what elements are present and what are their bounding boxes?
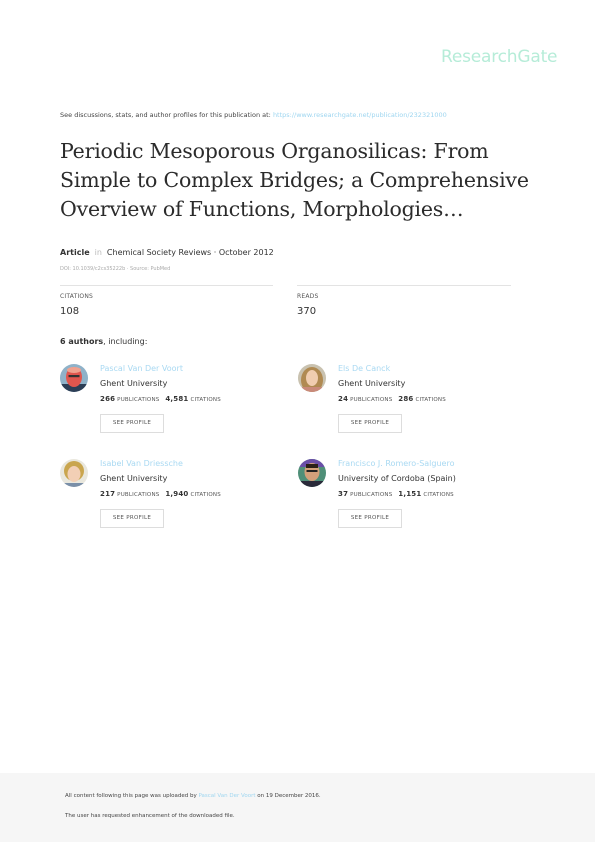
reads-count: 370 [297, 306, 317, 317]
author-name[interactable]: Isabel Van Driessche [100, 459, 183, 468]
uploader-link[interactable]: Pascal Van Der Voort [198, 793, 256, 799]
footer-band [0, 773, 595, 842]
divider-left [60, 285, 273, 286]
author-avatar[interactable] [60, 459, 88, 487]
see-profile-button[interactable]: SEE PROFILE [100, 509, 164, 528]
author-avatar[interactable] [298, 459, 326, 487]
upload-note [65, 793, 321, 799]
divider-right [297, 285, 511, 286]
publications-label: PUBLICATIONS [117, 397, 160, 403]
author-avatar[interactable] [60, 364, 88, 392]
publications-count: 217 [100, 490, 116, 498]
citations-label: CITATIONS [190, 397, 221, 403]
publications-label: PUBLICATIONS [117, 492, 160, 498]
discussion-line [60, 111, 447, 119]
author-institution: Ghent University [100, 379, 168, 388]
citations-count: 1,151 [398, 490, 422, 498]
author-card [60, 364, 300, 444]
publication-link[interactable]: https://www.researchgate.net/publication/232321000 [272, 111, 447, 119]
author-institution: University of Cordoba (Spain) [338, 474, 456, 483]
citations-label: CITATIONS [415, 397, 446, 403]
author-card [298, 459, 538, 539]
author-card [60, 459, 300, 539]
journal-date: Chemical Society Reviews · October 2012 [106, 248, 274, 257]
enhancement-note: The user has requested enhancement of the downloaded file. [65, 813, 235, 819]
see-profile-button[interactable]: SEE PROFILE [338, 414, 402, 433]
meta-separator: in [94, 248, 102, 257]
upload-suffix: on 19 December 2016. [257, 793, 321, 799]
citations-label: CITATIONS [190, 492, 221, 498]
paper-meta [60, 248, 274, 257]
author-card [298, 364, 538, 444]
author-name[interactable]: Els De Canck [338, 364, 391, 373]
author-institution: Ghent University [100, 474, 168, 483]
author-institution: Ghent University [338, 379, 406, 388]
author-stats [100, 395, 221, 403]
upload-prefix: All content following this page was uploaded by [65, 793, 197, 799]
citations-count: 1,940 [165, 490, 189, 498]
authors-suffix: , including: [103, 337, 148, 346]
publications-label: PUBLICATIONS [350, 492, 393, 498]
author-stats [338, 490, 454, 498]
see-profile-button[interactable]: SEE PROFILE [338, 509, 402, 528]
researchgate-logo[interactable]: ResearchGate [441, 47, 558, 67]
citations-label: CITATIONS [60, 293, 94, 300]
author-stats [338, 395, 446, 403]
citations-label: CITATIONS [423, 492, 454, 498]
paper-title: Periodic Mesoporous Organosilicas: From Simple to Complex Bridges; a Comprehensive Overview of Functions, Morphologies… [60, 139, 529, 221]
author-name[interactable]: Francisco J. Romero-Salguero [338, 459, 455, 468]
discussion-text: See discussions, stats, and author profiles for this publication at: [60, 111, 271, 119]
see-profile-button[interactable]: SEE PROFILE [100, 414, 164, 433]
author-avatar[interactable] [298, 364, 326, 392]
authors-heading [60, 337, 147, 346]
author-name[interactable]: Pascal Van Der Voort [100, 364, 183, 373]
paper-type: Article [60, 248, 90, 257]
publications-count: 24 [338, 395, 349, 403]
authors-count: 6 authors [60, 337, 104, 346]
citations-count: 108 [60, 306, 80, 317]
author-stats [100, 490, 221, 498]
doi-source: DOI: 10.1039/c2cs35222b · Source: PubMed [60, 266, 171, 272]
citations-count: 4,581 [165, 395, 189, 403]
citations-count: 286 [398, 395, 414, 403]
reads-label: READS [297, 293, 319, 300]
publications-count: 266 [100, 395, 116, 403]
publications-label: PUBLICATIONS [350, 397, 393, 403]
publications-count: 37 [338, 490, 349, 498]
